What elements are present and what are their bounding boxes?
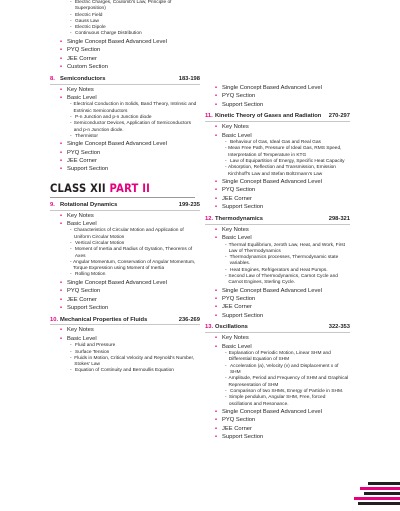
toc-item-label: PYQ Section (222, 187, 256, 194)
section-heading (205, 113, 350, 122)
toc-item (205, 178, 350, 186)
toc-subitem-label: Absorption, Reflection and Transmission, Emission Kirchhoff's Law and Stefan Boltzmann's Law (228, 165, 336, 177)
dash-icon: - (70, 228, 72, 234)
class-heading (50, 183, 200, 196)
dash-icon: - (225, 351, 227, 357)
toc-subitem (205, 376, 350, 389)
toc-subitem-label: Surface Tension (75, 349, 110, 355)
toc-subitem-label: P-n Junction and p-n Junction diode (75, 114, 152, 120)
dash-icon: - (70, 0, 72, 5)
bullet-icon: • (215, 195, 218, 202)
toc-subitem-label: Thermodynamics processes, Thermodynamic state variables. (229, 255, 339, 267)
bullet-icon: • (60, 141, 63, 148)
bullet-icon: • (60, 55, 63, 62)
section-pages: 270-297 (328, 113, 350, 120)
bullet-icon: • (60, 38, 63, 45)
toc-subitem (50, 356, 200, 369)
dash-icon: - (70, 102, 72, 108)
toc-subitem-label: Angular Momentum, Conservation of Angular Momentum, Torque Expression using Moment of Inertia (72, 259, 196, 272)
toc-item-label: Support Section (222, 312, 264, 319)
section-pages: 298-321 (328, 215, 350, 222)
toc-item-label: PYQ Section (222, 93, 256, 100)
toc-item-label: Basic Level (222, 235, 252, 242)
toc-item-label: Key Notes (67, 327, 94, 334)
toc-item (205, 425, 350, 433)
bullet-icon: • (215, 132, 218, 139)
bullet-icon: • (215, 335, 218, 342)
toc-subitem-label: Second Law of Thermodynamics, Carnot Cycle and Carnot Engines, Sterling Cycle. (228, 274, 338, 286)
toc-item-label: PYQ Section (67, 288, 101, 295)
toc-subitem (50, 247, 200, 260)
section-number: 11. (205, 113, 213, 120)
dash-icon: - (70, 368, 72, 374)
toc-subitem (205, 395, 350, 408)
dash-icon: - (70, 272, 72, 278)
bullet-icon: • (215, 312, 218, 319)
toc-subitem-label: Thermal Equilibrium, zeroth Law, Heat, and Work, First Law of Thermodynamics (228, 242, 345, 254)
toc-item (205, 416, 350, 424)
section-heading (205, 216, 350, 225)
stripe (358, 502, 400, 505)
toc-subitem-label: Law of Equipartition of Energy, Specific Heat Capacity (230, 159, 345, 165)
toc-item-label: Key Notes (222, 226, 249, 233)
bullet-icon: • (60, 149, 63, 156)
dash-icon: - (70, 247, 72, 253)
toc-subitem-label: Comparison of two SHMs, Energy of Particle in SHM. (230, 388, 344, 394)
toc-item (205, 203, 350, 211)
dash-icon: - (225, 255, 227, 261)
toc-item (50, 296, 200, 304)
dash-icon: - (70, 355, 72, 361)
dash-icon: - (225, 363, 227, 369)
toc-item-label: Basic Level (67, 220, 97, 227)
toc-item-label: JEE Corner (67, 296, 97, 303)
toc-item (50, 149, 200, 157)
toc-item-label: JEE Corner (222, 425, 252, 432)
toc-subitem (50, 102, 200, 115)
bullet-icon: • (215, 124, 218, 131)
section-rotational-dynamics (50, 202, 200, 316)
toc-item-label: Support Section (67, 166, 109, 173)
section-number: 12. (205, 215, 214, 222)
bullet-icon: • (215, 304, 218, 311)
toc-item-label: Support Section (222, 434, 264, 441)
bullet-icon: • (215, 204, 218, 211)
toc-item (205, 295, 350, 303)
toc-subitem-label: Electric Charges, Coulomb's Law, Principle of Superposition) (74, 0, 172, 12)
bullet-icon: • (60, 304, 63, 311)
dash-icon: - (225, 267, 227, 273)
toc-item (50, 46, 200, 54)
dash-icon: - (225, 395, 227, 401)
toc-item-label: PYQ Section (222, 296, 256, 303)
toc-item-label: Key Notes (222, 124, 249, 131)
toc-item (205, 226, 350, 234)
toc-subitem-label: Rolling Motion (75, 272, 106, 278)
left-column (50, 0, 200, 379)
bullet-icon: • (215, 226, 218, 233)
section-pages: 199-235 (178, 201, 200, 208)
toc-subitem-label: Thermistor (75, 133, 98, 139)
toc-item (50, 326, 200, 334)
toc-item (205, 101, 350, 109)
toc-subitem-label: Heat Engines, Refrigerators and Heat Pumps. (230, 267, 328, 273)
bullet-icon: • (215, 235, 218, 242)
bullet-icon: • (215, 85, 218, 91)
toc-item (205, 303, 350, 311)
toc-item (50, 165, 200, 173)
dash-icon: - (70, 133, 72, 139)
dash-icon: - (70, 121, 72, 127)
section-number: 13. (205, 324, 214, 331)
section-pages: 236-269 (178, 316, 200, 323)
section-number: 8. (50, 75, 55, 82)
toc-item-label: Single Concept Based Advanced Level (222, 287, 322, 294)
bullet-icon: • (215, 343, 218, 350)
toc-item-label: Basic Level (67, 94, 97, 101)
toc-item (205, 123, 350, 131)
toc-item (205, 334, 350, 342)
toc-item-label: JEE Corner (67, 157, 97, 164)
section-heading (50, 202, 200, 211)
toc-subitem (50, 228, 200, 241)
bullet-icon: • (60, 157, 63, 164)
toc-subitem (50, 0, 200, 13)
toc-subitem-label: Electric Field (75, 12, 103, 18)
section-thermodynamics (205, 216, 350, 323)
dash-icon: - (70, 349, 72, 355)
toc-item-label: Basic Level (67, 335, 97, 342)
toc-subitem-label: Characteristics of Circular Motion and Application of Uniform Circular Motion (73, 228, 184, 240)
section-title: Thermodynamics (215, 215, 263, 222)
section-kinetic-theory (205, 113, 350, 214)
dash-icon: - (70, 12, 72, 18)
section-number: 9. (50, 201, 55, 208)
toc-subitem-label: Electrical Conduction in Solids, Band Theory, Intrinsic and Extrinsic Semiconductors (73, 102, 197, 114)
bullet-icon: • (215, 434, 218, 441)
stripe (354, 497, 400, 500)
dash-icon: - (225, 159, 227, 165)
toc-item-label: Key Notes (67, 212, 94, 219)
section-title: Oscillations (215, 324, 248, 331)
toc-item (50, 279, 200, 287)
dash-icon: - (70, 114, 72, 120)
section-pages: 183-198 (178, 75, 200, 82)
toc-item (205, 408, 350, 416)
toc-item (50, 212, 200, 220)
section-oscillations (205, 324, 350, 444)
toc-item (50, 287, 200, 295)
toc-subitem-label: Electric Dipole (75, 25, 106, 31)
toc-subitem-label: Behaviour of Gas, Ideal Gas and Real Gas (230, 140, 321, 146)
toc-item-label: PYQ Section (67, 47, 101, 54)
bullet-icon: • (60, 279, 63, 286)
dash-icon: - (225, 388, 227, 394)
bullet-icon: • (215, 93, 218, 100)
toc-subitem-label: Simple pendulum, Angular SHM, Free, forced oscillations and Resonance. (228, 395, 326, 407)
toc-item (205, 287, 350, 295)
dash-icon: - (225, 376, 227, 382)
toc-item (205, 132, 350, 140)
toc-subitem-label: Acceleration (a), Velocity (v) and Displacement x of SHM (229, 363, 339, 376)
toc-item (205, 343, 350, 351)
dash-icon: - (70, 31, 72, 37)
toc-item (50, 38, 200, 46)
toc-subitem-label: Fluid and Pressure (75, 343, 116, 349)
toc-subitem (205, 146, 350, 159)
dash-icon: - (70, 343, 72, 349)
toc-item-label: PYQ Section (222, 417, 256, 424)
continued-section (50, 0, 200, 74)
toc-item-label: Support Section (67, 304, 109, 311)
bullet-icon: • (60, 166, 63, 173)
section-title: Semiconductors (60, 75, 106, 82)
toc-item (205, 433, 350, 441)
toc-item (50, 55, 200, 63)
bullet-icon: • (60, 327, 63, 334)
bullet-icon: • (215, 425, 218, 432)
toc-subitem (205, 165, 350, 178)
section-pages: 322-353 (328, 324, 350, 331)
bullet-icon: • (60, 212, 63, 219)
toc-subitem (50, 260, 200, 273)
toc-item-label: JEE Corner (222, 304, 252, 311)
stripe (368, 482, 400, 485)
toc-item (50, 304, 200, 312)
toc-item (205, 195, 350, 203)
toc-subitem-label: Mean Free Path, Pressure of Ideal Gas, RMS Speed, Interpretation of Temperature in KTG (228, 146, 342, 158)
bullet-icon: • (60, 47, 63, 54)
toc-item-label: JEE Corner (222, 195, 252, 202)
bullet-icon: • (60, 288, 63, 295)
toc-subitem (205, 274, 350, 287)
toc-item-label: Single Concept Based Advanced Level (222, 178, 322, 185)
toc-subitem-label: Explanation of Periodic Motion, Linear SHM and Differential Equation of SHM (228, 351, 331, 363)
toc-subitem-label: Vertical Circular Motion (75, 240, 125, 246)
dash-icon: - (225, 146, 227, 152)
toc-item (50, 140, 200, 148)
section-heading (50, 317, 200, 326)
toc-item (50, 63, 200, 71)
dash-icon: - (225, 140, 227, 146)
section-title: Kinetic Theory of Gases and Radiation (215, 113, 322, 120)
bullet-icon: • (60, 86, 63, 93)
toc-item (205, 92, 350, 100)
dash-icon: - (70, 240, 72, 246)
corner-stripes-decoration (350, 469, 400, 511)
section-title: Rotational Dynamics (60, 201, 118, 208)
section-title: Mechanical Properties of Fluids (60, 316, 148, 323)
bullet-icon: • (60, 94, 63, 101)
toc-item (50, 157, 200, 165)
toc-item-label: Custom Section (67, 64, 108, 70)
section-heading (205, 324, 350, 333)
toc-item-label: Single Concept Based Advanced Level (67, 38, 167, 45)
bullet-icon: • (215, 178, 218, 185)
toc-item (205, 234, 350, 242)
class-heading-rule (50, 197, 195, 198)
bullet-icon: • (215, 296, 218, 303)
dash-icon: - (70, 18, 72, 24)
bullet-icon: • (215, 287, 218, 294)
toc-item (50, 86, 200, 94)
toc-item-label: Key Notes (222, 335, 249, 342)
toc-item-label: Basic Level (222, 343, 252, 350)
bullet-icon: • (60, 296, 63, 303)
toc-item-label: Single Concept Based Advanced Level (67, 141, 167, 148)
toc-item-label: Single Concept Based Advanced Level (222, 408, 322, 415)
toc-item-label: JEE Corner (67, 55, 97, 62)
toc-item-label: Single Concept Based Advanced Level (67, 279, 167, 286)
continued-section (205, 84, 350, 112)
section-number: 10. (50, 316, 59, 323)
toc-item-label: PYQ Section (67, 149, 101, 156)
bullet-icon: • (60, 64, 63, 70)
dash-icon: - (225, 165, 227, 171)
section-heading (50, 76, 200, 85)
toc-subitem (50, 121, 200, 134)
bullet-icon: • (215, 408, 218, 415)
right-column (205, 84, 350, 446)
bullet-icon: • (215, 101, 218, 108)
dash-icon: - (70, 25, 72, 31)
section-mechanical-properties-of-fluids (50, 317, 200, 378)
toc-item (205, 186, 350, 194)
toc-item-label: Key Notes (67, 86, 94, 93)
dash-icon: - (70, 259, 72, 265)
bullet-icon: • (215, 417, 218, 424)
toc-item-label: Support Section (222, 204, 264, 211)
toc-subitem (205, 243, 350, 256)
toc-subitem-label: Amplitude, Period and Frequency of SHM and Graphical Representation of SHM (228, 376, 349, 388)
toc-item (205, 312, 350, 320)
toc-subitem-label: Fluids in Motion, Critical Velocity and Reynold's Number, Stokes' Law (74, 355, 195, 368)
toc-subitem-label: Semiconductor Devices, Application of Semiconductors and p-n Junction diode. (73, 121, 192, 133)
class-heading-part2: PART II (109, 182, 151, 196)
stripe (364, 492, 400, 495)
stripe (360, 487, 400, 490)
dash-icon: - (225, 274, 227, 280)
bullet-icon: • (60, 220, 63, 227)
toc-subitem (205, 364, 350, 377)
toc-item-label: Single Concept Based Advanced Level (222, 85, 322, 91)
toc-subitem (205, 255, 350, 268)
toc-subitem (205, 351, 350, 364)
toc-subitem-label: Gauss Law (75, 18, 99, 24)
toc-item (50, 335, 200, 343)
class-heading-part1: CLASS XII (50, 182, 106, 196)
toc-subitem-label: Moment of Inertia and Radius of Gyration, Theorems of Axes (74, 247, 193, 259)
toc-subitem-label: Equation of Continuity and Bernoullis Equation (75, 368, 174, 374)
toc-subitem-label: Continuous Charge Distribution (75, 31, 142, 37)
dash-icon: - (225, 242, 227, 248)
bullet-icon: • (60, 335, 63, 342)
bullet-icon: • (215, 187, 218, 194)
toc-item-label: Support Section (222, 101, 264, 108)
toc-item (205, 84, 350, 92)
toc-item-label: Basic Level (222, 132, 252, 139)
section-semiconductors (50, 76, 200, 177)
